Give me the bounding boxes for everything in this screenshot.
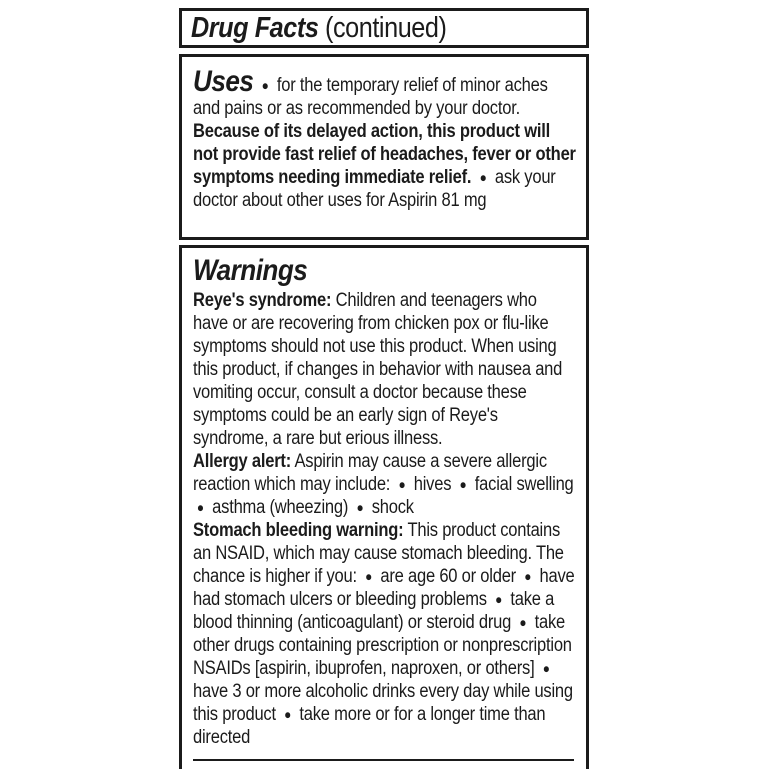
allergy-bullet-item: hives — [413, 474, 452, 495]
reyes-syndrome-paragraph — [193, 289, 576, 450]
bullet-icon: ● — [196, 500, 204, 515]
allergy-bullet-item: facial swelling — [474, 474, 574, 495]
bullet-icon: ● — [479, 170, 487, 185]
stomach-bullet-item: have 3 or more alcoholic drinks every day while using this product — [193, 681, 573, 725]
bullet-icon: ● — [356, 500, 364, 515]
bullet-icon: ● — [398, 477, 406, 492]
stomach-bullet-item: take other drugs containing prescription or nonprescription NSAIDs [aspirin, ibuprofen, naproxen, or others] — [193, 612, 572, 679]
reyes-syndrome-text: Children and teenagers who have or are recovering from chicken pox or flu-like symptoms should not use this product. When using this product, if changes in behavior with nausea and vomiting occur, consult a doctor because these symptoms could be an early sign of Reye's syndrome, a rare but erious illness. — [193, 290, 563, 449]
drug-facts-header-box — [179, 8, 589, 48]
allergy-alert-label: Allergy alert: — [193, 451, 292, 472]
allergy-alert-paragraph — [193, 450, 576, 519]
stomach-bleeding-label: Stomach bleeding warning: — [193, 520, 404, 541]
reyes-syndrome-label: Reye's syndrome: — [193, 290, 332, 311]
stomach-bullet-item: are age 60 or older — [380, 566, 516, 587]
stomach-bullet-item: have had stomach ulcers or bleeding problems — [193, 566, 575, 610]
bullet-icon: ● — [284, 707, 292, 722]
bullet-icon: ● — [459, 477, 467, 492]
uses-heading: Uses — [193, 65, 254, 98]
warnings-heading: Warnings — [193, 254, 308, 287]
allergy-alert-intro: Aspirin may cause a severe allergic reaction which may include: — [193, 451, 547, 495]
bullet-icon: ● — [261, 78, 269, 93]
section-divider-rule — [193, 759, 574, 761]
stomach-bleeding-intro: This product contains an NSAID, which may cause stomach bleeding. The chance is higher if you: — [193, 520, 564, 587]
bullet-icon: ● — [519, 615, 527, 630]
uses-delayed-action-text: Because of its delayed action, this product will not provide fast relief of headaches, fever or other symptoms needing immediate relief. — [193, 121, 576, 188]
bullet-icon: ● — [495, 592, 503, 607]
uses-paragraph — [193, 57, 576, 212]
bullet-icon: ● — [524, 569, 532, 584]
uses-ask-doctor-text: ask your doctor about other uses for Aspirin 81 mg — [193, 167, 556, 211]
stomach-bullet-item: take a blood thinning (anticoagulant) or steroid drug — [193, 589, 555, 633]
uses-intro-text: for the temporary relief of minor aches and pains or as recommended by your doctor. — [193, 75, 548, 119]
bullet-icon: ● — [365, 569, 373, 584]
warnings-section — [179, 245, 589, 769]
drug-facts-title-main: Drug Facts — [191, 12, 319, 44]
allergy-bullet-item: asthma (wheezing) — [212, 497, 349, 518]
uses-section — [179, 54, 589, 240]
allergy-bullet-item: shock — [371, 497, 414, 518]
stomach-bleeding-paragraph — [193, 519, 576, 749]
bullet-icon: ● — [542, 661, 550, 676]
stomach-bullet-item: take more or for a longer time than directed — [193, 704, 546, 748]
drug-facts-title-continued: (continued) — [325, 12, 447, 44]
drug-facts-title — [191, 12, 577, 45]
drug-facts-label — [179, 8, 589, 769]
